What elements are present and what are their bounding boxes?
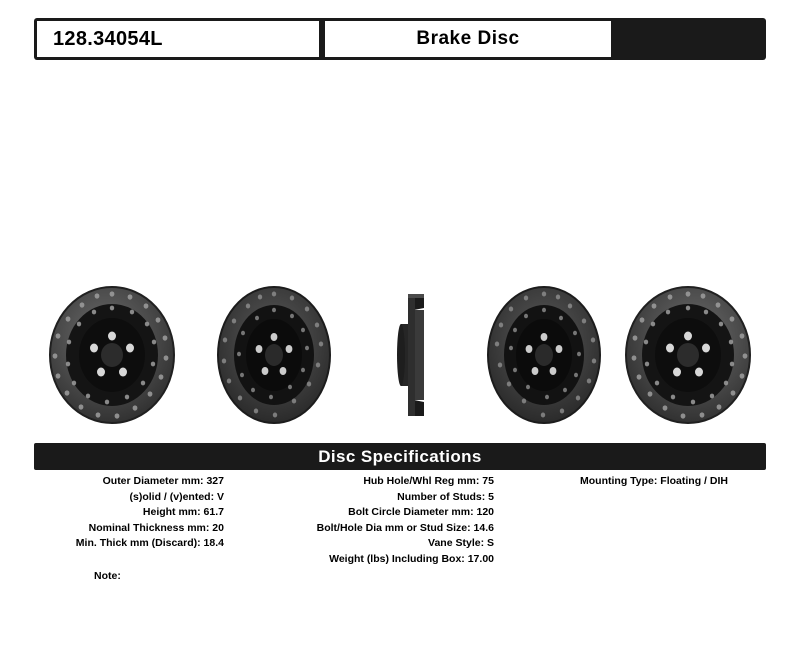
spec-height: Height mm: 61.7 [142,506,224,518]
header-bar [34,18,766,60]
spec-column-right [504,474,766,490]
rotor-view-front-left [44,280,190,430]
spec-solid-vented: (s)olid / (v)ented: V [129,490,224,503]
disc-specifications-bar [34,443,766,470]
spec-column-middle [234,474,494,567]
spec-number-of-studs: Number of Studs: 5 [397,490,494,503]
part-number: 128.34054L [53,27,163,50]
note-label: Note: [94,570,121,582]
spec-nominal-thickness: Nominal Thickness mm: 20 [88,521,224,534]
spec-bolt-circle-diameter: Bolt Circle Diameter mm: 120 [348,506,494,518]
spec-hub-hole: Hub Hole/Whl Reg mm: 75 [363,475,494,487]
rotor-view-front-right [614,280,760,430]
disc-specifications-title: Disc Specifications [318,446,482,466]
spec-bolt-hole-dia: Bolt/Hole Dia mm or Stud Size: 14.6 [316,521,494,534]
spec-column-left [34,474,224,552]
product-type: Brake Disc [416,28,520,49]
spec-min-thickness-discard: Min. Thick mm (Discard): 18.4 [75,537,224,549]
part-number-box [37,21,319,57]
spec-weight: Weight (lbs) Including Box: 17.00 [329,552,494,565]
spec-vane-style: Vane Style: S [428,537,494,549]
product-image-strip [34,280,766,440]
rotor-view-edge [384,280,444,430]
note-row [94,570,121,582]
rotor-view-rear-left [204,280,344,430]
spec-mounting-type: Mounting Type: Floating / DIH [580,475,728,487]
rotor-view-rear-right [474,280,614,430]
product-type-box [325,21,611,57]
spec-outer-diameter: Outer Diameter mm: 327 [102,475,224,487]
specifications-columns [34,474,766,594]
